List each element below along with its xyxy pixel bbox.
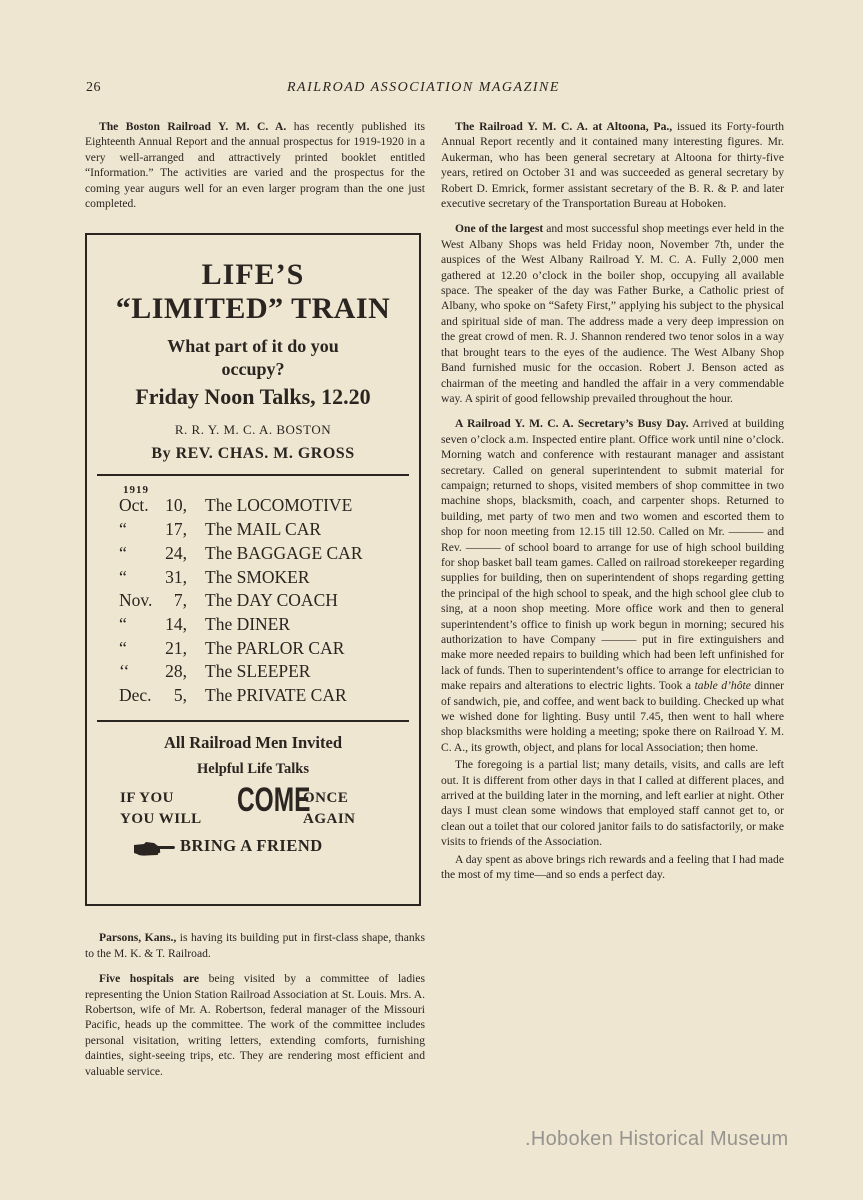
schedule-row	[119, 684, 419, 712]
poster-year: 1919	[123, 484, 149, 497]
pointing-hand-icon	[132, 840, 176, 858]
poster-invited: All Railroad Men Invited	[164, 733, 342, 753]
altoona-text: issued its Forty-fourth Annual Report recently and it contained many interesting figures. Mr. Aukerman, who has been general secretary at Altoona for thirty-five years, retired on October 31 and was succeeded as general secretary by Robert D. Emrick, former assistant secretary of the B. R. & P. and later executive secretary of the Transportation Bureau at Hoboken.	[441, 120, 784, 211]
schedule-month: Oct.	[119, 495, 149, 516]
poster-title-line2: “LIMITED” TRAIN	[115, 292, 391, 326]
schedule-day: 14,	[165, 613, 187, 634]
largest-text: and most successful shop meetings ever held in the West Albany Shops was held Friday noon, November 7th, under the auspices of the West Albany Railroad Y. M. C. A. Fully 2,000 men gathered at 12.20 o’clock in the boiler shop, occupying all available space. The speaker of the day was Father Burke, a Catholic priest of Albany, who spoke on “Safety First,” applying his subject to the physical and spiritual side of man. The address made a very deep impression on the great crowd of men. R. J. Shannon rendered two tenor solos in a way that brought tears to the eyes of the audience. The West Albany Shop Band furnished music for the occasion. Robert J. Benson acted as chairman of the meeting and handled the affair in a very commendable way. A spirit of good fellowship prevailed throughout the hour.	[441, 222, 785, 405]
schedule-row	[119, 613, 419, 641]
parsons-paragraph	[85, 930, 425, 961]
schedule-day: 28,	[165, 661, 187, 682]
schedule-month: “	[119, 519, 127, 540]
poster-once: ONCE	[303, 790, 349, 807]
busy-day-text-2: dinner of sandwich, pie, and coffee, and went back to building. Checked up what we wished done for lighting. Busy until 7.45, then went to hall where shop blacksmiths were holding a meeting; spoke there on Railroad Y. M. C. A., its growth, object, and plans for local Association; then home.	[441, 679, 785, 754]
magazine-title: RAILROAD ASSOCIATION MAGAZINE	[287, 80, 560, 95]
busy-day-text-1: Arrived at building seven o’clock a.m. Inspected entire plant. Office work until nine o’clock. Morning watch and conference with restaurant manager and assistant secretary. Called on general superintendent to submit material for campaign; returned to shops, visited members of shop committee in two machine shops, blacksmith, coach, and carpenter shops. Returned to building, met party of two men and two women and escorted them to shop for noon meeting from 12.15 till 12.50. Called on Mr. ——— and Rev. ——— of school board to arrange for use of high school building for shop basket ball team games. Called on railroad storekeeper regarding supplies for building, then on superintendent of shops regarding getting the principal of the high school to speak, and the high school glee club to sing, at a noon shop meeting. More office work and then to general superintendent’s office to finish up work begun in morning; secured his authorization to have Company ——— put in fire extinguishers and make more needed repairs to building which had been left unfinished for lack of funds. Then to superintendent’s office to arrange for electrician to make repairs and alterations to electric lights. Took a	[441, 417, 785, 693]
day-spent-paragraph: A day spent as above brings rich rewards and a feeling that I had made the most of my time—and so ends a perfect day.	[441, 852, 784, 882]
poster-org: R. R. Y. M. C. A. BOSTON	[174, 422, 332, 438]
poster-bring-friend: BRING A FRIEND	[180, 836, 323, 856]
parsons-text: is having its building put in first-class shape, thanks to the M. K. & T. Railroad.	[85, 931, 425, 960]
schedule-day: 7,	[173, 590, 187, 611]
hospitals-paragraph	[85, 971, 425, 1079]
schedule-title: The SLEEPER	[205, 661, 311, 682]
poster-if-you: IF YOU	[120, 790, 174, 807]
busy-day-lead: A Railroad Y. M. C. A. Secretary’s Busy Day.	[455, 417, 689, 431]
poster-you-will: YOU WILL	[120, 811, 202, 828]
lifes-limited-train-poster	[85, 233, 421, 906]
poster-talks: Friday Noon Talks, 12.20	[135, 384, 371, 410]
poster-question-line2: occupy?	[221, 359, 285, 380]
altoona-lead: The Railroad Y. M. C. A. at Altoona, Pa.,	[455, 120, 673, 133]
poster-again: AGAIN	[303, 811, 356, 828]
poster-question-line1: What part of it do you	[167, 336, 339, 357]
schedule-month: ‘‘	[119, 661, 130, 682]
schedule-title: The SMOKER	[205, 566, 310, 587]
foregoing-paragraph: The foregoing is a partial list; many details, visits, and calls are left out. It is different from other days in that I called at different places, and arrived at the building later in the morning, and left earlier at night. Other days I must clean some windows that employed staff cannot get to, or clean out a toilet that our colored janitor fails to do satisfactorily, or make visits to friends of the Association.	[441, 758, 784, 849]
poster-schedule	[119, 495, 419, 711]
largest-meeting-paragraph	[441, 221, 784, 406]
schedule-day: 17,	[165, 519, 187, 540]
schedule-month: “	[119, 613, 127, 634]
schedule-day: 21,	[165, 637, 187, 658]
schedule-title: The MAIL CAR	[205, 519, 322, 540]
schedule-day: 24,	[165, 542, 187, 563]
poster-divider-top	[97, 474, 409, 476]
boston-paragraph	[85, 119, 425, 211]
poster-divider-bottom	[97, 720, 409, 722]
hospitals-lead: Five hospitals are	[99, 972, 200, 986]
altoona-paragraph	[441, 119, 784, 211]
boston-text: has recently published its Eighteenth Annual Report and the annual prospectus for 1919-1920 in a very well-arranged and attractively printed booklet entitled “Information.” The activities are varied and the prospectus for the coming year augurs well for an even larger program than the one just completed.	[85, 120, 426, 211]
schedule-title: The DAY COACH	[205, 590, 338, 611]
schedule-month: Dec.	[119, 684, 152, 705]
largest-lead: One of the largest	[455, 222, 544, 236]
page-header	[82, 80, 587, 100]
busy-day-italic: table d’hôte	[694, 679, 751, 693]
schedule-month: “	[119, 637, 127, 658]
hospitals-text: being visited by a committee of ladies representing the Union Station Railroad Association at St. Louis. Mrs. A. Robertson, wife of Mr. A. Robertson, federal manager of the Missouri Pacific, heads up the committee. The work of the committee includes personal visitation, writing letters, extending comforts, furnishing dainties, sight-seeing trips, etc. They are rendering most efficient and valuable service.	[85, 972, 425, 1078]
schedule-title: The PRIVATE CAR	[205, 684, 347, 705]
boston-lead: The Boston Railroad Y. M. C. A.	[99, 120, 287, 133]
parsons-lead: Parsons, Kans.,	[99, 931, 177, 945]
schedule-title: The PARLOR CAR	[205, 637, 345, 658]
schedule-day: 10,	[165, 495, 187, 516]
page-number: 26	[86, 80, 101, 95]
right-column	[441, 119, 784, 893]
busy-day-paragraph	[441, 416, 784, 755]
schedule-title: The LOCOMOTIVE	[205, 495, 353, 516]
schedule-month: Nov.	[119, 590, 153, 611]
schedule-title: The BAGGAGE CAR	[205, 542, 363, 563]
poster-speaker: By REV. CHAS. M. GROSS	[151, 445, 355, 463]
schedule-day: 31,	[165, 566, 187, 587]
poster-come: COME	[237, 781, 311, 820]
schedule-day: 5,	[173, 684, 187, 705]
schedule-month: “	[119, 542, 127, 563]
poster-helpful: Helpful Life Talks	[196, 761, 309, 778]
museum-watermark: .Hoboken Historical Museum	[525, 1128, 789, 1150]
schedule-row	[119, 542, 419, 570]
schedule-title: The DINER	[205, 613, 291, 634]
poster-title-line1: LIFE’S	[201, 258, 305, 292]
schedule-month: “	[119, 566, 127, 587]
left-column	[85, 119, 425, 1089]
